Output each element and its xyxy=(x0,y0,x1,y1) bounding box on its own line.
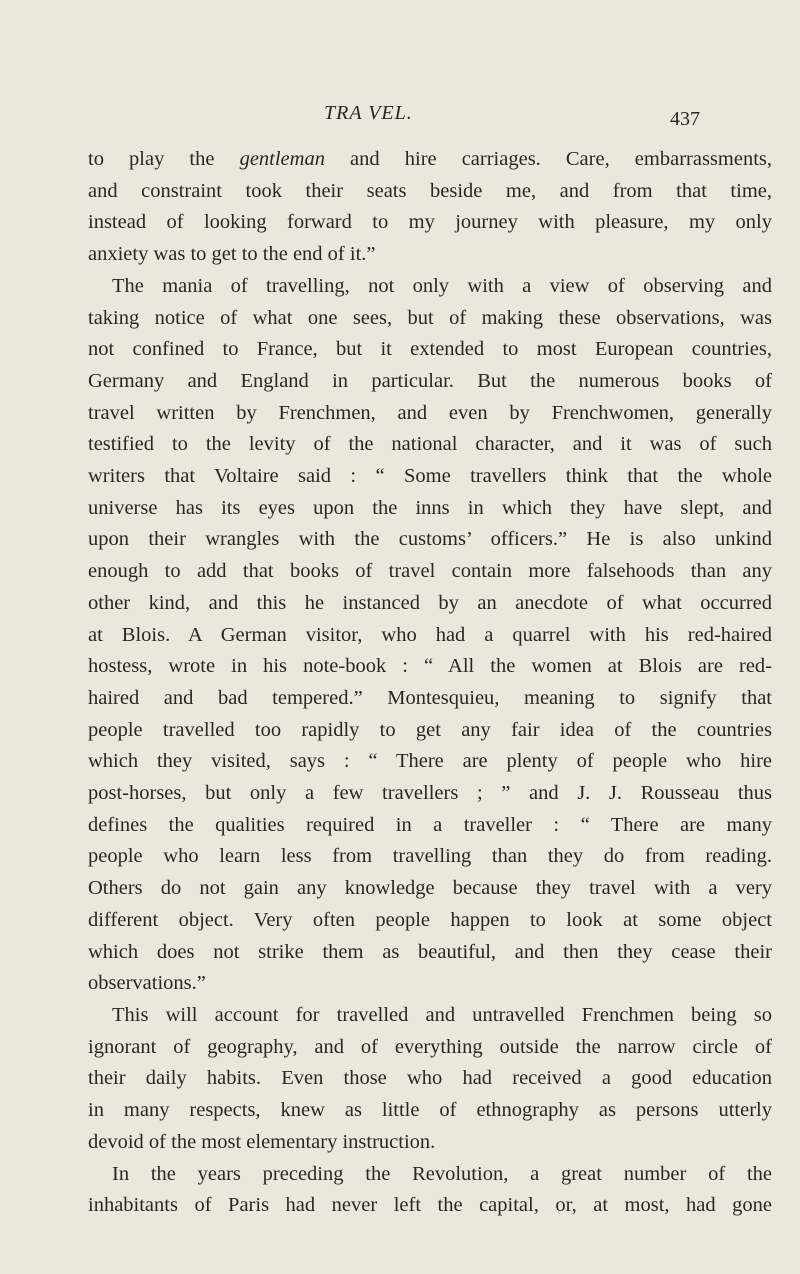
text-line: defines the qualities required in a traveller : “ There are many xyxy=(88,813,772,836)
text-line: Germany and England in particular. But the numerous books of xyxy=(88,369,772,392)
text-line: devoid of the most elementary instruction. xyxy=(88,1130,436,1153)
text-line: enough to add that books of travel contain more falsehoods than any xyxy=(88,560,772,583)
text-segment: and hire carriages. Care, embarrassments, xyxy=(324,148,772,170)
text-line: not confined to France, but it extended to most European countries, xyxy=(88,338,772,361)
text-line: their daily habits. Even those who had received a good education xyxy=(88,1067,772,1090)
italic-word: gentleman xyxy=(239,148,325,170)
page-number: 437 xyxy=(670,108,700,130)
text-line: The mania of travelling, not only with a view of observing and xyxy=(112,274,772,297)
text-line: universe has its eyes upon the inns in which they have slept, and xyxy=(88,496,772,519)
text-line xyxy=(88,144,772,176)
text-line: travel written by Frenchmen, and even by Frenchwomen, generally xyxy=(88,401,772,424)
text-line: in many respects, knew as little of ethnography as persons utterly xyxy=(88,1099,772,1122)
body-text xyxy=(88,144,772,1222)
text-line: inhabitants of Paris had never left the capital, or, at most, had gone xyxy=(88,1194,772,1217)
text-line: In the years preceding the Revolution, a great number of the xyxy=(112,1162,772,1185)
text-line: haired and bad tempered.” Montesquieu, meaning to signify that xyxy=(88,686,772,709)
text-line: which does not strike them as beautiful, and then they cease their xyxy=(88,940,772,963)
text-line: taking notice of what one sees, but of making these observations, was xyxy=(88,306,772,329)
text-line: This will account for travelled and untravelled Frenchmen being so xyxy=(112,1003,772,1026)
text-line: writers that Voltaire said : “ Some travellers think that the whole xyxy=(88,465,772,488)
text-line: people travelled too rapidly to get any fair idea of the countries xyxy=(88,718,772,741)
text-line: ignorant of geography, and of everything outside the narrow circle of xyxy=(88,1035,772,1058)
text-line: which they visited, says : “ There are plenty of people who hire xyxy=(88,750,772,773)
text-line: testified to the levity of the national character, and it was of such xyxy=(88,433,772,456)
text-line: people who learn less from travelling than they do from reading. xyxy=(88,845,772,868)
text-line: post-horses, but only a few travellers ; ” and J. J. Rousseau thus xyxy=(88,782,772,805)
text-line: observations.” xyxy=(88,972,206,995)
running-head xyxy=(0,102,800,142)
running-head-title: TRA VEL. xyxy=(324,102,413,124)
text-line: other kind, and this he instanced by an anecdote of what occurred xyxy=(88,591,772,614)
text-line: instead of looking forward to my journey with pleasure, my only xyxy=(88,211,772,234)
text-line: Others do not gain any knowledge because they travel with a very xyxy=(88,877,772,900)
text-line: hostess, wrote in his note-book : “ All the women at Blois are red- xyxy=(88,655,772,678)
text-segment: to play the xyxy=(88,148,240,170)
text-line: at Blois. A German visitor, who had a quarrel with his red-haired xyxy=(88,623,772,646)
text-line: and constraint took their seats beside me, and from that time, xyxy=(88,179,772,202)
text-line: different object. Very often people happen to look at some object xyxy=(88,908,772,931)
text-line: upon their wrangles with the customs’ officers.” He is also unkind xyxy=(88,528,772,551)
text-line: anxiety was to get to the end of it.” xyxy=(88,243,376,266)
